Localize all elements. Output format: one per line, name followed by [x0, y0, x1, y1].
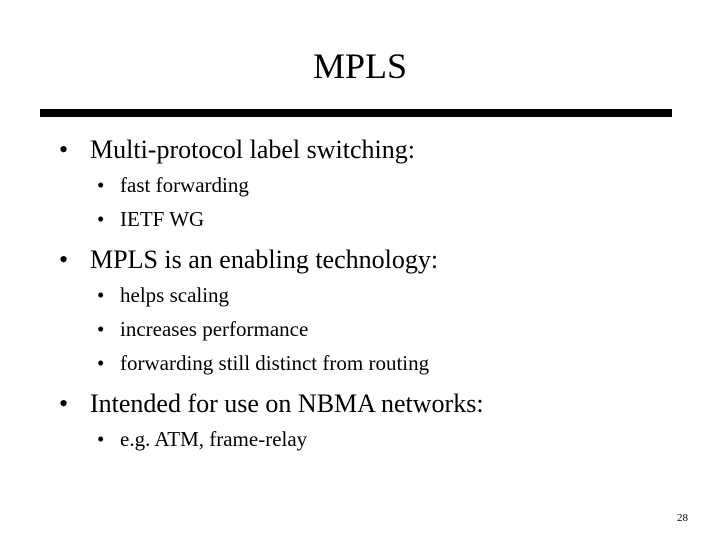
bullet-marker: •	[97, 351, 105, 375]
bullet-marker: •	[59, 245, 69, 274]
bullet-text: Multi-protocol label switching:	[90, 135, 415, 164]
bullet-text: forwarding still distinct from routing	[120, 351, 430, 375]
page-number: 28	[677, 512, 688, 524]
bullet-text: Intended for use on NBMA networks:	[90, 389, 484, 418]
bullet-text: e.g. ATM, frame-relay	[120, 427, 308, 451]
bullet-text: fast forwarding	[120, 173, 249, 197]
bullet-text: MPLS is an enabling technology:	[90, 245, 439, 274]
bullet-text: increases performance	[120, 317, 309, 341]
bullet-marker: •	[59, 135, 69, 164]
bullet-marker: •	[97, 283, 105, 307]
bullet-text: helps scaling	[120, 283, 230, 307]
slide-title: MPLS	[312, 46, 408, 86]
bullet-marker: •	[97, 317, 105, 341]
bullet-marker: •	[97, 173, 105, 197]
bullet-marker: •	[97, 427, 105, 451]
bullet-marker: •	[59, 389, 69, 418]
bullet-marker: •	[97, 207, 105, 231]
bullet-text: IETF WG	[120, 207, 205, 231]
